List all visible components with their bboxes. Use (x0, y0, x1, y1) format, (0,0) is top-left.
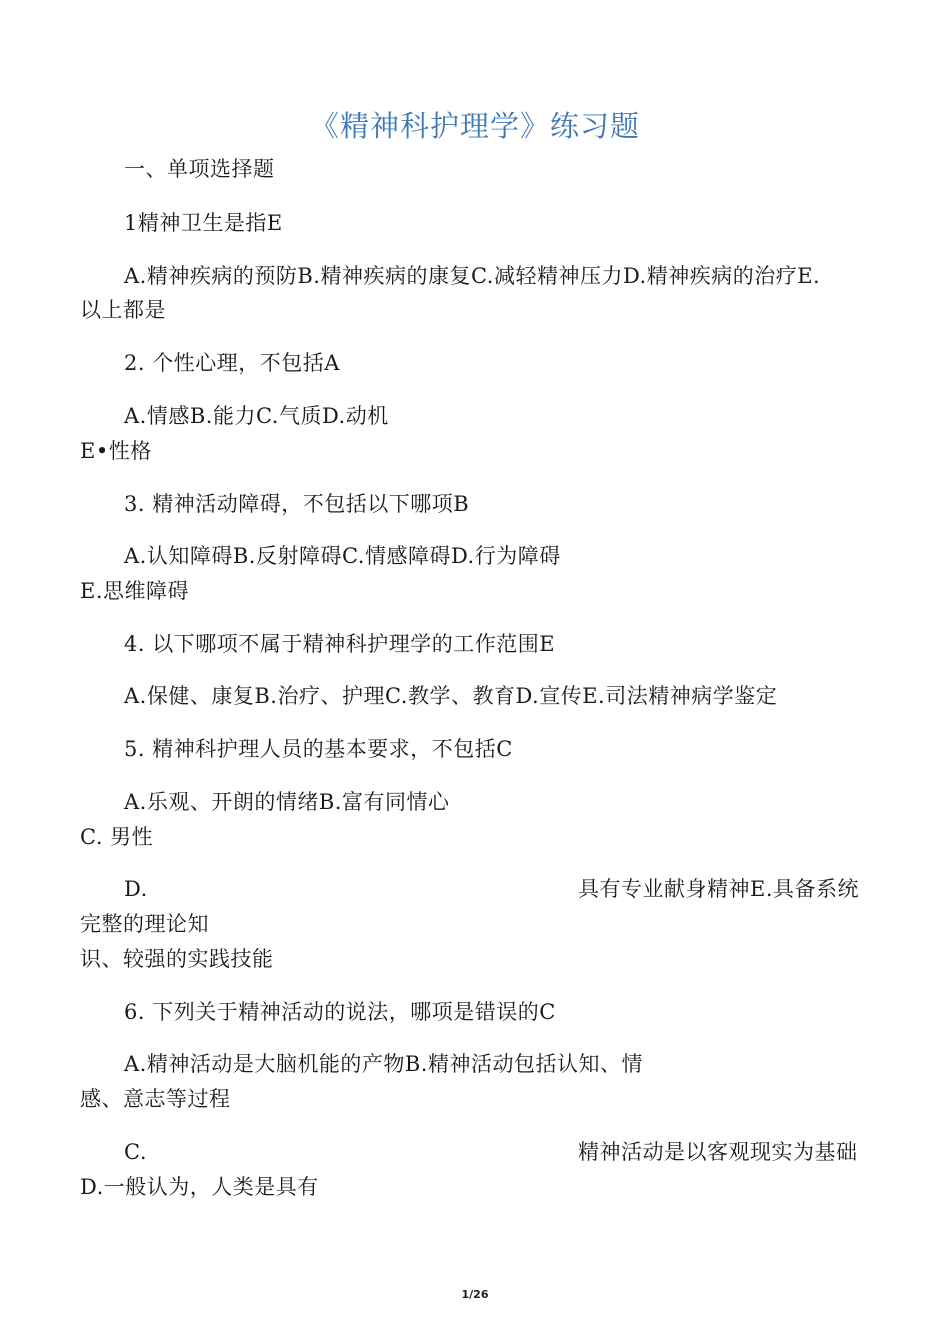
question-2-options-cont: E•性格 (80, 439, 152, 463)
document-title: 《精神科护理学》练习题 (309, 109, 640, 143)
question-3-stem: 3. 精神活动障碍，不包括以下哪项B (124, 492, 470, 516)
question-5-options-cont-2: 识、较强的实践技能 (80, 947, 274, 971)
question-3-options-cont: E.思维障碍 (80, 579, 190, 603)
question-5-options: A.乐观、开朗的情绪B.富有同情心 (124, 790, 450, 814)
section-heading: 一、单项选择题 (124, 157, 275, 181)
question-5-options-cont: 完整的理论知 (80, 912, 209, 936)
question-6-option-c-label: C. (124, 1140, 147, 1164)
question-1-stem: 1精神卫生是指E (124, 211, 283, 235)
question-6-option-c-text: 精神活动是以客观现实为基础 (578, 1140, 858, 1164)
question-5-option-c: C. 男性 (80, 825, 154, 849)
question-5-stem: 5. 精神科护理人员的基本要求，不包括C (124, 737, 513, 761)
question-6-stem: 6. 下列关于精神活动的说法，哪项是错误的C (124, 1000, 556, 1024)
question-5-option-d-label: D. (124, 877, 148, 901)
question-6-options: A.精神活动是大脑机能的产物B.精神活动包括认知、情 (124, 1052, 643, 1076)
question-1-options-cont: 以上都是 (80, 298, 166, 322)
question-6-option-d: D.一般认为，人类是具有 (80, 1175, 319, 1199)
question-5-option-d-text: 具有专业献身精神E.具备系统 (578, 877, 860, 901)
question-1-options: A.精神疾病的预防B.精神疾病的康复C.减轻精神压力D.精神疾病的治疗E. (124, 264, 821, 288)
question-2-stem: 2. 个性心理，不包括A (124, 351, 340, 375)
question-3-options: A.认知障碍B.反射障碍C.情感障碍D.行为障碍 (124, 544, 561, 568)
question-4-options: A.保健、康复B.治疗、护理C.教学、教育D.宣传E.司法精神病学鉴定 (124, 684, 778, 708)
page-number: 1/26 (461, 1288, 489, 1301)
question-4-stem: 4. 以下哪项不属于精神科护理学的工作范围E (124, 632, 556, 656)
question-6-options-cont: 感、意志等过程 (80, 1087, 231, 1111)
question-2-options: A.情感B.能力C.气质D.动机 (124, 404, 389, 428)
